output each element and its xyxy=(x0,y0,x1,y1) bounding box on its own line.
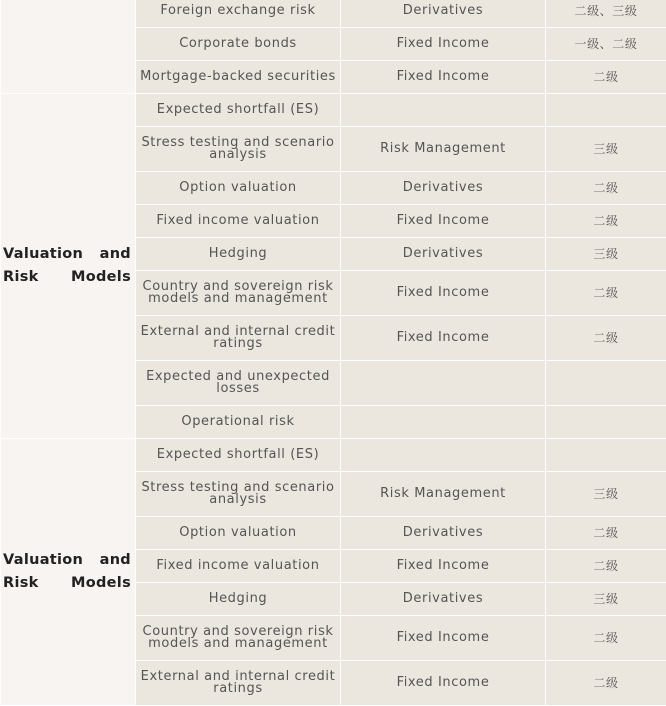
level-cell: 二级 xyxy=(546,205,666,238)
category-cell: Valuation and Risk Models xyxy=(1,94,136,439)
level-cell: 二级 xyxy=(546,172,666,205)
area-cell: Fixed Income xyxy=(341,61,546,94)
table-row xyxy=(1,439,666,472)
topic-cell: Corporate bonds xyxy=(136,28,341,61)
level-cell: 一级、二级 xyxy=(546,28,666,61)
category-cell xyxy=(1,0,136,94)
topic-cell: Country and sovereign risk models and management xyxy=(136,616,341,661)
area-cell: Fixed Income xyxy=(341,550,546,583)
area-cell: Fixed Income xyxy=(341,661,546,706)
topic-cell: Fixed income valuation xyxy=(136,205,341,238)
area-cell xyxy=(341,406,546,439)
area-cell: Derivatives xyxy=(341,517,546,550)
level-cell xyxy=(546,94,666,127)
area-cell xyxy=(341,361,546,406)
topic-cell: Mortgage-backed securities xyxy=(136,61,341,94)
topic-cell: Foreign exchange risk xyxy=(136,0,341,28)
area-cell xyxy=(341,439,546,472)
topic-cell: Country and sovereign risk models and management xyxy=(136,271,341,316)
topic-cell: Stress testing and scenario analysis xyxy=(136,472,341,517)
level-cell: 三级 xyxy=(546,472,666,517)
level-cell xyxy=(546,361,666,406)
level-cell: 二级 xyxy=(546,661,666,706)
level-cell: 二级 xyxy=(546,316,666,361)
level-cell: 二级 xyxy=(546,616,666,661)
level-cell: 二级、三级 xyxy=(546,0,666,28)
topic-cell: Option valuation xyxy=(136,517,341,550)
area-cell xyxy=(341,94,546,127)
level-cell xyxy=(546,406,666,439)
area-cell: Risk Management xyxy=(341,472,546,517)
level-cell: 二级 xyxy=(546,550,666,583)
topic-cell: Expected shortfall (ES) xyxy=(136,94,341,127)
topic-cell: External and internal credit ratings xyxy=(136,661,341,706)
topic-cell: External and internal credit ratings xyxy=(136,316,341,361)
level-cell: 三级 xyxy=(546,127,666,172)
level-cell: 二级 xyxy=(546,517,666,550)
area-cell: Derivatives xyxy=(341,172,546,205)
level-cell xyxy=(546,439,666,472)
area-cell: Fixed Income xyxy=(341,28,546,61)
level-cell: 二级 xyxy=(546,61,666,94)
area-cell: Derivatives xyxy=(341,583,546,616)
category-cell: Valuation and Risk Models xyxy=(1,439,136,706)
topic-cell: Expected and unexpected losses xyxy=(136,361,341,406)
topic-cell: Hedging xyxy=(136,583,341,616)
area-cell: Derivatives xyxy=(341,238,546,271)
topic-cell: Fixed income valuation xyxy=(136,550,341,583)
area-cell: Risk Management xyxy=(341,127,546,172)
topic-cell: Expected shortfall (ES) xyxy=(136,439,341,472)
area-cell: Fixed Income xyxy=(341,205,546,238)
area-cell: Fixed Income xyxy=(341,271,546,316)
level-cell: 三级 xyxy=(546,238,666,271)
curriculum-table-body xyxy=(1,0,666,706)
table-row xyxy=(1,0,666,28)
topic-cell: Option valuation xyxy=(136,172,341,205)
area-cell: Fixed Income xyxy=(341,616,546,661)
topic-cell: Hedging xyxy=(136,238,341,271)
level-cell: 二级 xyxy=(546,271,666,316)
topic-cell: Stress testing and scenario analysis xyxy=(136,127,341,172)
table-row xyxy=(1,94,666,127)
level-cell: 三级 xyxy=(546,583,666,616)
topic-cell: Operational risk xyxy=(136,406,341,439)
area-cell: Fixed Income xyxy=(341,316,546,361)
area-cell: Derivatives xyxy=(341,0,546,28)
